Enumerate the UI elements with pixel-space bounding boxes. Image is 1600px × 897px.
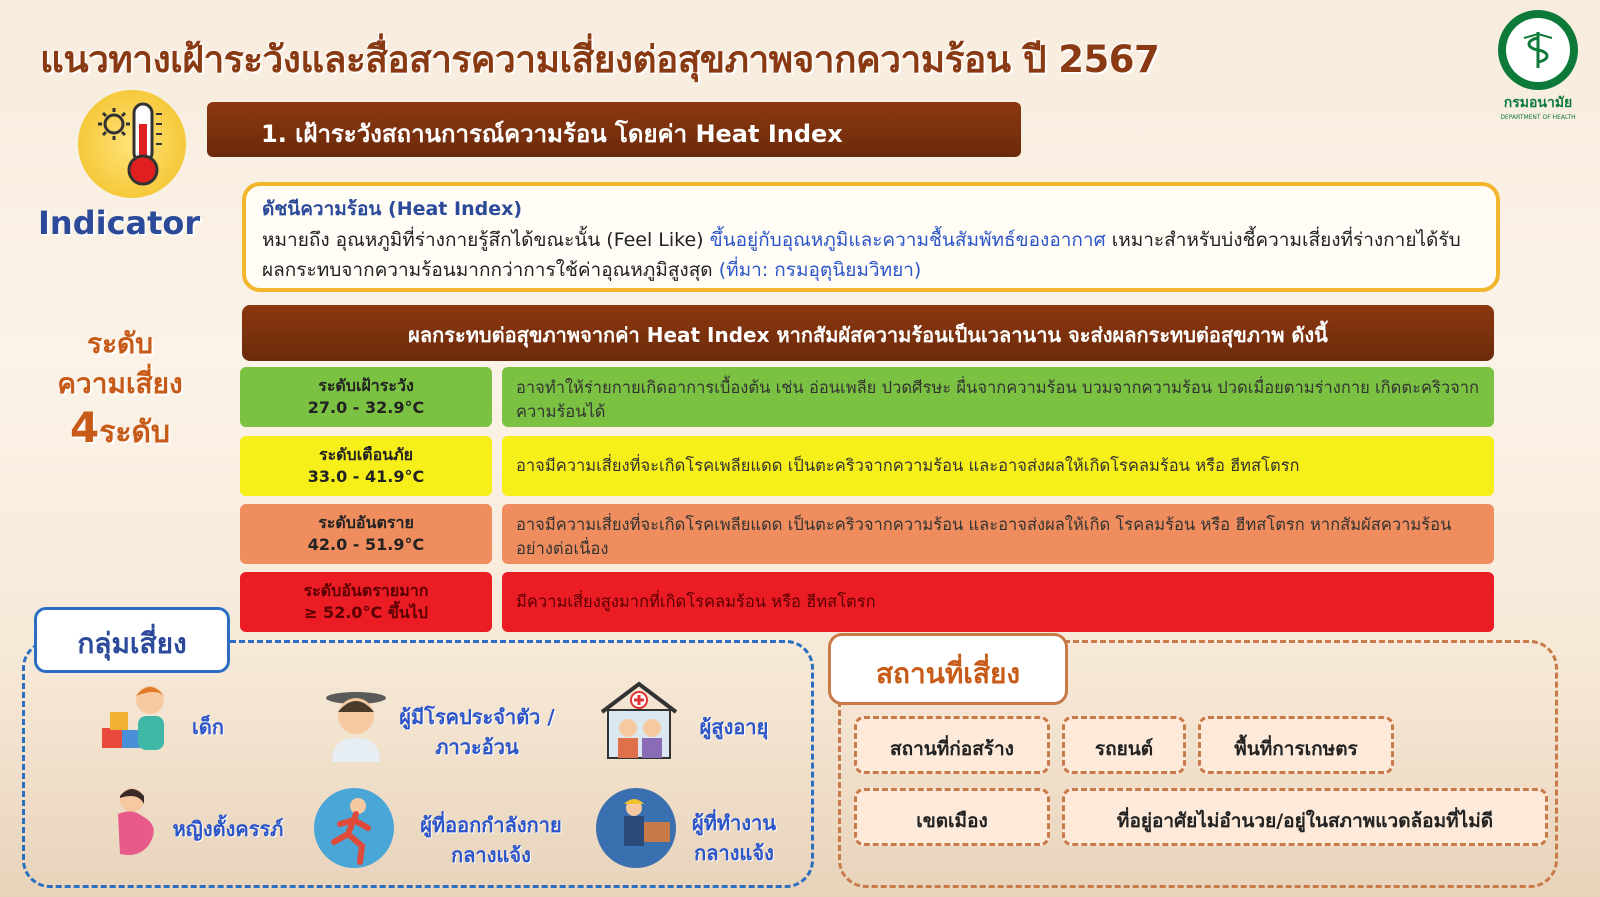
page-title: แนวทางเฝ้าระวังและสื่อสารความเสี่ยงต่อสุขภาพจากความร้อน ปี 2567 bbox=[40, 38, 1160, 81]
risk-group-chronic-label: ผู้มีโรคประจำตัว /ภาวะอ้วน bbox=[399, 705, 555, 759]
risk-levels-count: 4 bbox=[70, 403, 100, 452]
level-name-text: ระดับอันตราย bbox=[318, 513, 414, 532]
level-range-text: 27.0 - 32.9°C bbox=[307, 398, 425, 417]
indicator-label: Indicator bbox=[38, 204, 201, 242]
heat-index-title: ดัชนีความร้อน (Heat Index) bbox=[262, 198, 523, 220]
level-range-text: 42.0 - 51.9°C bbox=[307, 535, 425, 554]
level-name-text: ระดับอันตรายมาก bbox=[303, 581, 429, 600]
risk-group-pregnant-label: หญิงตั้งครรภ์ bbox=[172, 817, 284, 841]
level-watch-description: อาจทำให้ร่ายกายเกิดอาการเบื้องต้น เช่น อ่อนเพลีย ปวดศีรษะ ผื่นจากความร้อน บวมจากความร้อน ปวดเมื่อยตามร่างกาย เกิดตะคริวจากความร้อนได้ bbox=[502, 367, 1494, 427]
level-range-text: ≥ 52.0°C ขึ้นไป bbox=[304, 603, 428, 622]
risk-place-construction: สถานที่ก่อสร้าง bbox=[854, 716, 1050, 774]
risk-group-elderly-label: ผู้สูงอายุ bbox=[699, 715, 769, 739]
level-warning-description: อาจมีความเสี่ยงที่จะเกิดโรคเพลียแดด เป็นตะคริวจากความร้อน และอาจส่งผลให้เกิดโรคลมร้อน หรือ ฮีทสโตรก bbox=[502, 436, 1494, 496]
sick-person-icon bbox=[320, 682, 392, 762]
level-watch-name bbox=[240, 367, 492, 427]
outdoor-worker-icon bbox=[594, 786, 678, 870]
risk-levels-line-2: ความเสี่ยง bbox=[57, 367, 183, 400]
org-name-en: DEPARTMENT OF HEALTH bbox=[1500, 114, 1576, 121]
risk-group-outdoor-worker-label: ผู้ที่ทำงาน กลางแจ้ง bbox=[692, 811, 776, 865]
heat-index-definition-box bbox=[242, 182, 1500, 292]
level-extreme-description: มีความเสี่ยงสูงมากที่เกิดโรคลมร้อน หรือ ฮีทสโตรก bbox=[502, 572, 1494, 632]
heat-index-definition bbox=[262, 225, 1480, 285]
org-name-th: กรมอนามัย bbox=[1503, 95, 1573, 111]
level-extreme-name bbox=[240, 572, 492, 632]
impact-banner: ผลกระทบต่อสุขภาพจากค่า Heat Index หากสัมผัสความร้อนเป็นเวลานาน จะส่งผลกระทบต่อสุขภาพ ดังนี้ bbox=[242, 305, 1494, 361]
risk-place-car: รถยนต์ bbox=[1062, 716, 1186, 774]
risk-places-title: สถานที่เสี่ยง bbox=[828, 633, 1068, 705]
risk-groups-title: กลุ่มเสี่ยง bbox=[34, 607, 230, 673]
risk-levels-unit: ระดับ bbox=[99, 415, 170, 450]
risk-group-exercise-label: ผู้ที่ออกกำลังกาย กลางแจ้ง bbox=[420, 813, 562, 867]
elderly-icon bbox=[598, 678, 680, 758]
runner-icon bbox=[312, 786, 396, 870]
child-icon bbox=[100, 678, 172, 758]
risk-place-poor-housing: ที่อยู่อาศัยไม่อำนวย/อยู่ในสภาพแวดล้อมที่ไม่ดี bbox=[1062, 788, 1548, 846]
level-warning-name bbox=[240, 436, 492, 496]
definition-part-2: ขึ้นอยู่กับอุณหภูมิและความชื้นสัมพัทธ์ของอากาศ bbox=[709, 229, 1106, 251]
risk-place-urban: เขตเมือง bbox=[854, 788, 1050, 846]
definition-source: (ที่มา: กรมอุตุนิยมวิทยา) bbox=[718, 259, 922, 281]
risk-place-agriculture: พื้นที่การเกษตร bbox=[1198, 716, 1394, 774]
definition-part-1: หมายถึง อุณหภูมิที่ร่างกายรู้สึกได้ขณะนั้น (Feel Like) bbox=[262, 229, 704, 251]
level-name-text: ระดับเฝ้าระวัง bbox=[318, 376, 414, 395]
level-range-text: 33.0 - 41.9°C bbox=[307, 467, 425, 486]
ministry-seal-icon bbox=[1498, 10, 1578, 90]
level-danger-name bbox=[240, 504, 492, 564]
risk-levels-line-1: ระดับ bbox=[86, 327, 154, 360]
risk-group-child-label: เด็ก bbox=[192, 715, 224, 739]
definition-part-3: เหมาะสำหรับบ่งชี้ความเสี่ยงที่ร่างกายได้รับผลกระทบจากความร้อนมากกว่าการใช้ค่าอุณหภูมิสูงสุด bbox=[262, 229, 1461, 281]
level-danger-description: อาจมีความเสี่ยงที่จะเกิดโรคเพลียแดด เป็นตะคริวจากความร้อน และอาจส่งผลให้เกิด โรคลมร้อน หรือ ฮีทสโตรก หากสัมผัสความร้อนอย่างต่อเนื่อง bbox=[502, 504, 1494, 564]
department-logo bbox=[1488, 10, 1588, 120]
level-name-text: ระดับเตือนภัย bbox=[318, 445, 414, 464]
section-1-banner: 1. เฝ้าระวังสถานการณ์ความร้อน โดยค่า Heat Index bbox=[207, 102, 1021, 157]
thermometer-sun-icon bbox=[78, 90, 186, 198]
risk-levels-label bbox=[40, 324, 200, 457]
